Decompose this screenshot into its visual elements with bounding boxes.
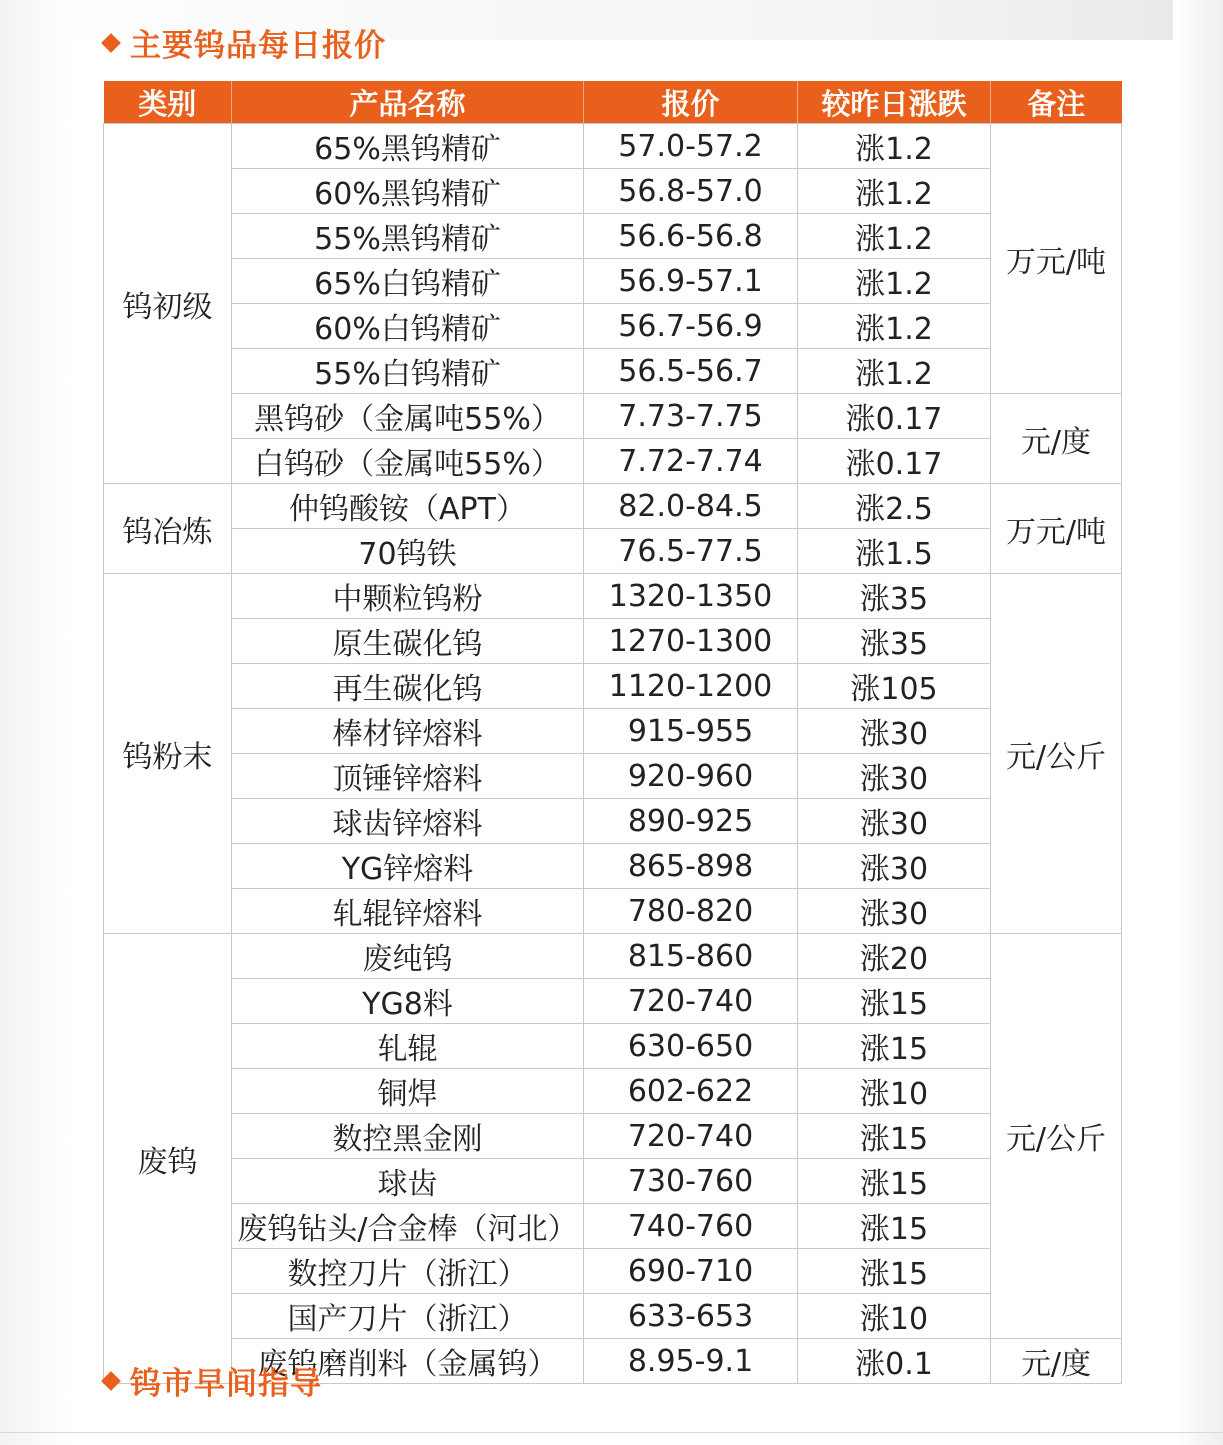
table-row	[104, 619, 1122, 664]
category-cell: 钨粉末	[104, 574, 232, 934]
change-cell: 涨1.2	[798, 214, 991, 259]
change-cell: 涨15	[798, 1204, 991, 1249]
change-cell: 涨2.5	[798, 484, 991, 529]
section-title-daily-quote	[104, 20, 386, 65]
table-row	[104, 754, 1122, 799]
price-cell: 1320-1350	[584, 574, 798, 619]
product-name-cell: 轧辊锌熔料	[232, 889, 584, 934]
remark-cell: 万元/吨	[991, 484, 1122, 574]
price-cell: 76.5-77.5	[584, 529, 798, 574]
product-name-cell: 铜焊	[232, 1069, 584, 1114]
price-cell: 780-820	[584, 889, 798, 934]
remark-cell: 元/度	[991, 1339, 1122, 1384]
price-cell: 730-760	[584, 1159, 798, 1204]
change-cell: 涨0.17	[798, 394, 991, 439]
left-shade	[0, 0, 70, 1445]
price-cell: 56.7-56.9	[584, 304, 798, 349]
remark-cell: 元/度	[991, 394, 1122, 484]
price-cell: 633-653	[584, 1294, 798, 1339]
change-cell: 涨15	[798, 1114, 991, 1159]
table-row	[104, 124, 1122, 169]
product-name-cell: YG锌熔料	[232, 844, 584, 889]
product-name-cell: 60%白钨精矿	[232, 304, 584, 349]
table-row	[104, 214, 1122, 259]
product-name-cell: 废钨磨削料（金属钨）	[232, 1339, 584, 1384]
change-cell: 涨10	[798, 1069, 991, 1114]
remark-cell: 万元/吨	[991, 124, 1122, 394]
change-cell: 涨30	[798, 889, 991, 934]
product-name-cell: 65%白钨精矿	[232, 259, 584, 304]
table-row	[104, 844, 1122, 889]
price-cell: 56.6-56.8	[584, 214, 798, 259]
table-row	[104, 1024, 1122, 1069]
product-name-cell: 仲钨酸铵（APT）	[232, 484, 584, 529]
table-row	[104, 1159, 1122, 1204]
header-change: 较昨日涨跌	[798, 81, 991, 124]
category-cell: 钨冶炼	[104, 484, 232, 574]
table-row	[104, 889, 1122, 934]
section-title-text: 钨市早间指导	[130, 1366, 322, 1402]
table-row	[104, 439, 1122, 484]
product-name-cell: 60%黑钨精矿	[232, 169, 584, 214]
change-cell: 涨1.2	[798, 124, 991, 169]
price-cell: 890-925	[584, 799, 798, 844]
table-row	[104, 1069, 1122, 1114]
category-cell: 废钨	[104, 934, 232, 1384]
product-name-cell: 球齿	[232, 1159, 584, 1204]
price-cell: 56.9-57.1	[584, 259, 798, 304]
price-table-body	[104, 124, 1122, 1384]
table-row	[104, 304, 1122, 349]
header-product-name: 产品名称	[232, 81, 584, 124]
category-cell: 钨初级	[104, 124, 232, 484]
price-table	[103, 81, 1122, 1384]
change-cell: 涨1.2	[798, 349, 991, 394]
product-name-cell: 白钨砂（金属吨55%）	[232, 439, 584, 484]
table-row	[104, 1294, 1122, 1339]
bottom-divider	[0, 1432, 1223, 1433]
change-cell: 涨20	[798, 934, 991, 979]
change-cell: 涨15	[798, 1249, 991, 1294]
product-name-cell: 黑钨砂（金属吨55%）	[232, 394, 584, 439]
table-row	[104, 574, 1122, 619]
price-cell: 57.0-57.2	[584, 124, 798, 169]
change-cell: 涨35	[798, 619, 991, 664]
price-table-header	[104, 81, 1122, 124]
change-cell: 涨1.5	[798, 529, 991, 574]
table-row	[104, 394, 1122, 439]
change-cell: 涨30	[798, 709, 991, 754]
product-name-cell: 中颗粒钨粉	[232, 574, 584, 619]
change-cell: 涨105	[798, 664, 991, 709]
price-cell: 720-740	[584, 979, 798, 1024]
table-row	[104, 934, 1122, 979]
change-cell: 涨15	[798, 1024, 991, 1069]
remark-cell: 元/公斤	[991, 934, 1122, 1339]
table-row	[104, 1204, 1122, 1249]
table-row	[104, 799, 1122, 844]
product-name-cell: 65%黑钨精矿	[232, 124, 584, 169]
price-cell: 8.95-9.1	[584, 1339, 798, 1384]
price-cell: 7.72-7.74	[584, 439, 798, 484]
change-cell: 涨1.2	[798, 259, 991, 304]
change-cell: 涨35	[798, 574, 991, 619]
change-cell: 涨10	[798, 1294, 991, 1339]
price-cell: 56.8-57.0	[584, 169, 798, 214]
price-cell: 690-710	[584, 1249, 798, 1294]
price-cell: 720-740	[584, 1114, 798, 1159]
price-cell: 630-650	[584, 1024, 798, 1069]
price-cell: 740-760	[584, 1204, 798, 1249]
product-name-cell: 原生碳化钨	[232, 619, 584, 664]
product-name-cell: 55%白钨精矿	[232, 349, 584, 394]
section-title-morning-guide	[104, 1358, 322, 1403]
price-cell: 56.5-56.7	[584, 349, 798, 394]
price-cell: 82.0-84.5	[584, 484, 798, 529]
table-row	[104, 979, 1122, 1024]
header-remark: 备注	[991, 81, 1122, 124]
table-row	[104, 709, 1122, 754]
right-shade	[1173, 0, 1223, 1445]
diamond-bullet-icon	[101, 33, 121, 53]
change-cell: 涨30	[798, 799, 991, 844]
price-cell: 7.73-7.75	[584, 394, 798, 439]
table-row	[104, 529, 1122, 574]
product-name-cell: 数控黑金刚	[232, 1114, 584, 1159]
table-row	[104, 349, 1122, 394]
product-name-cell: 55%黑钨精矿	[232, 214, 584, 259]
change-cell: 涨1.2	[798, 304, 991, 349]
change-cell: 涨30	[798, 754, 991, 799]
table-row	[104, 1114, 1122, 1159]
price-cell: 1120-1200	[584, 664, 798, 709]
product-name-cell: 废纯钨	[232, 934, 584, 979]
price-cell: 1270-1300	[584, 619, 798, 664]
product-name-cell: 轧辊	[232, 1024, 584, 1069]
header-category: 类别	[104, 81, 232, 124]
product-name-cell: 70钨铁	[232, 529, 584, 574]
price-cell: 815-860	[584, 934, 798, 979]
product-name-cell: 废钨钻头/合金棒（河北）	[232, 1204, 584, 1249]
table-row	[104, 484, 1122, 529]
price-cell: 865-898	[584, 844, 798, 889]
change-cell: 涨0.17	[798, 439, 991, 484]
header-price: 报价	[584, 81, 798, 124]
remark-cell: 元/公斤	[991, 574, 1122, 934]
change-cell: 涨15	[798, 1159, 991, 1204]
table-row	[104, 169, 1122, 214]
price-cell: 602-622	[584, 1069, 798, 1114]
product-name-cell: 数控刀片（浙江）	[232, 1249, 584, 1294]
change-cell: 涨1.2	[798, 169, 991, 214]
price-cell: 920-960	[584, 754, 798, 799]
section-title-text: 主要钨品每日报价	[130, 28, 386, 64]
change-cell: 涨0.1	[798, 1339, 991, 1384]
header-row	[104, 81, 1122, 124]
product-name-cell: 顶锤锌熔料	[232, 754, 584, 799]
product-name-cell: YG8料	[232, 979, 584, 1024]
table-row	[104, 1249, 1122, 1294]
table-row	[104, 664, 1122, 709]
change-cell: 涨30	[798, 844, 991, 889]
product-name-cell: 国产刀片（浙江）	[232, 1294, 584, 1339]
price-cell: 915-955	[584, 709, 798, 754]
change-cell: 涨15	[798, 979, 991, 1024]
product-name-cell: 再生碳化钨	[232, 664, 584, 709]
diamond-bullet-icon	[101, 1371, 121, 1391]
table-row	[104, 259, 1122, 304]
product-name-cell: 棒材锌熔料	[232, 709, 584, 754]
product-name-cell: 球齿锌熔料	[232, 799, 584, 844]
